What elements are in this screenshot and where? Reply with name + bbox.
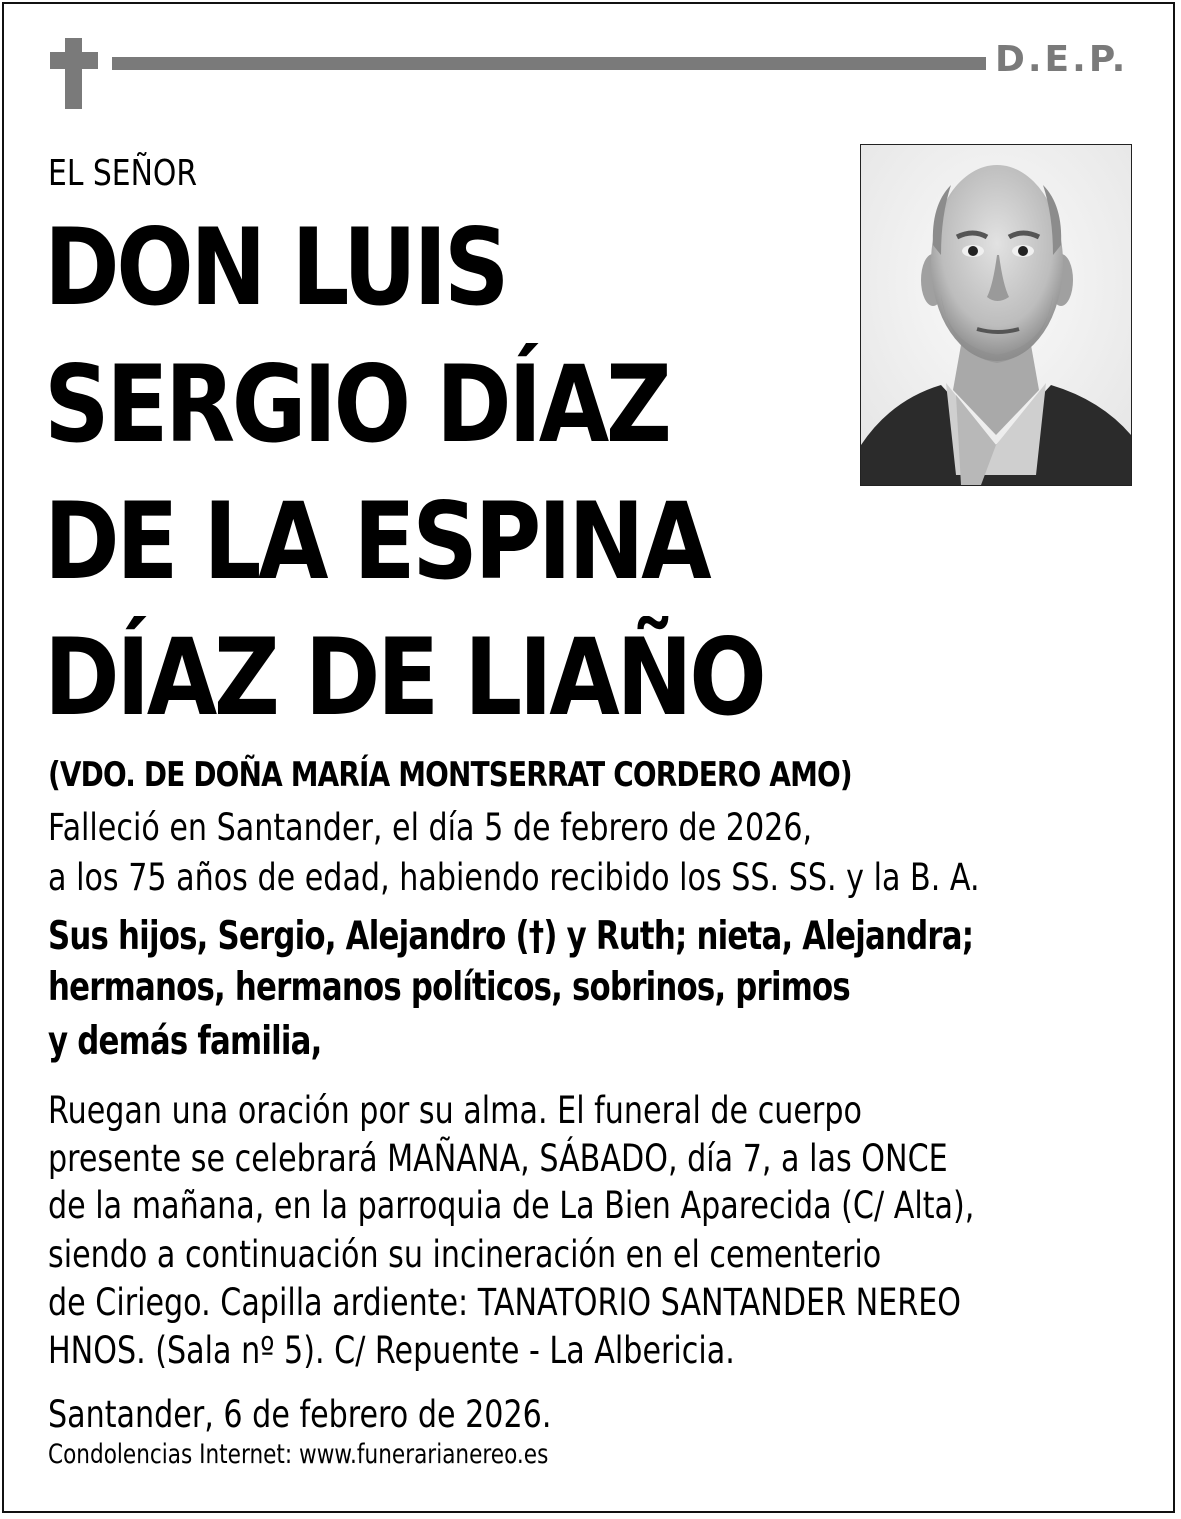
portrait-photo — [860, 144, 1132, 486]
family-line-2: hermanos, hermanos políticos, sobrinos, primos — [48, 965, 850, 1010]
place-date: Santander, 6 de febrero de 2026. — [48, 1393, 552, 1436]
funeral-line-3: de la mañana, en la parroquia de La Bien Aparecida (C/ Alta), — [48, 1184, 975, 1227]
honorific: EL SEÑOR — [48, 153, 198, 194]
death-info-line-1: Falleció en Santander, el día 5 de febrero de 2026, — [48, 806, 813, 849]
deceased-name-line-4: DÍAZ DE LIAÑO — [44, 616, 764, 739]
cross-icon-bar — [50, 52, 98, 69]
funeral-line-6: HNOS. (Sala nº 5). C/ Repuente - La Albericia. — [48, 1329, 735, 1372]
funeral-line-1: Ruegan una oración por su alma. El funeral de cuerpo — [48, 1089, 862, 1132]
cross-icon — [65, 38, 82, 109]
header-rule — [112, 57, 986, 70]
dep-label: D.E.P. — [995, 39, 1129, 80]
deceased-name-line-3: DE LA ESPINA — [44, 480, 709, 603]
funeral-line-4: siendo a continuación su incineración en el cementerio — [48, 1233, 882, 1276]
family-line-1: Sus hijos, Sergio, Alejandro (†) y Ruth; nieta, Alejandra; — [48, 914, 974, 959]
deceased-name-line-1: DON LUIS — [44, 206, 507, 329]
family-line-3: y demás familia, — [48, 1019, 322, 1064]
widow-line: (VDO. DE DOÑA MARÍA MONTSERRAT CORDERO AMO) — [48, 755, 852, 795]
funeral-line-2: presente se celebrará MAÑANA, SÁBADO, día 7, a las ONCE — [48, 1137, 948, 1180]
condolences-line: Condolencias Internet: www.funerarianereo.es — [48, 1439, 549, 1470]
death-info-line-2: a los 75 años de edad, habiendo recibido los SS. SS. y la B. A. — [48, 856, 980, 899]
deceased-name-line-2: SERGIO DÍAZ — [44, 343, 669, 466]
portrait-illustration — [861, 145, 1131, 485]
funeral-line-5: de Ciriego. Capilla ardiente: TANATORIO SANTANDER NEREO — [48, 1281, 961, 1324]
